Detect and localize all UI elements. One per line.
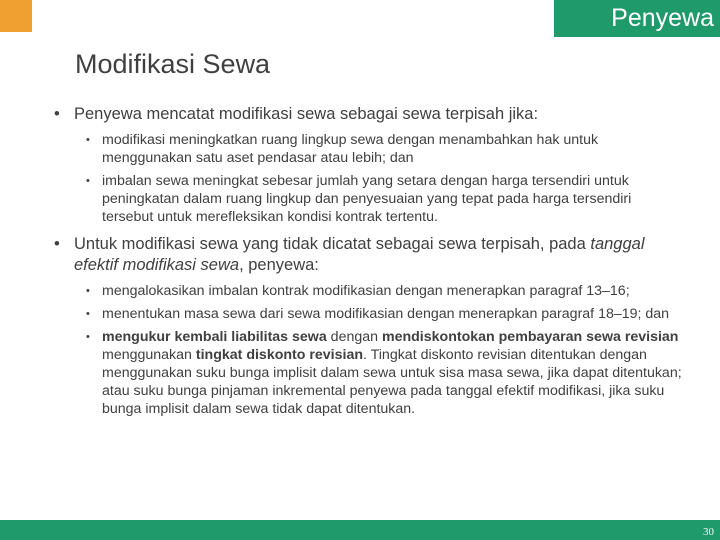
bullet-group-1 — [54, 104, 686, 226]
bullet-2-text-before: Untuk modifikasi sewa yang tidak dicatat sebagai sewa terpisah, pada — [74, 235, 591, 253]
bullet-2-text-after: , penyewa: — [239, 256, 319, 274]
sub-bullet-1-1-text: modifikasi meningkatkan ruang lingkup sewa dengan menambahkan hak untuk menggunakan satu aset pendasar atau lebih; dan — [102, 132, 599, 166]
footer-bar — [0, 520, 720, 540]
bullet-dot-icon: • — [54, 235, 60, 253]
bullet-dot-icon: • — [86, 308, 90, 320]
bullet-dot-icon: • — [86, 134, 90, 146]
sub-bullet-2-2 — [54, 305, 686, 323]
sub-bullet-2-3-text-1: dengan — [326, 329, 382, 345]
sub-bullet-2-3 — [54, 328, 686, 418]
sub-bullet-1-1 — [54, 131, 686, 167]
bullet-group-2 — [54, 234, 686, 418]
bullet-1 — [54, 104, 686, 125]
sub-bullet-2-3-bold-2: mendiskontokan pembayaran sewa revisian — [381, 329, 679, 345]
bullet-dot-icon: • — [86, 175, 90, 187]
sub-bullet-2-3-text-2: menggunakan — [102, 347, 196, 363]
bullet-2-text-italic: tanggal efektif modifikasi sewa — [74, 235, 645, 274]
bullet-dot-icon: • — [86, 285, 90, 297]
bullet-2 — [54, 234, 686, 276]
bullet-1-sublist — [54, 131, 686, 226]
bullet-dot-icon: • — [86, 331, 90, 343]
sub-bullet-1-2-text: imbalan sewa meningkat sebesar jumlah yang setara dengan harga tersendiri untuk peningkatan dalam ruang lingkup dan penyesuaian yang tepat pada harga tersendiri tersebut untuk merefleksikan kondisi kontrak tertentu. — [102, 173, 632, 225]
corner-accent — [0, 0, 32, 32]
sub-bullet-1-2 — [54, 172, 686, 226]
page-number: 30 — [703, 526, 714, 538]
bullet-2-sublist — [54, 282, 686, 418]
section-badge — [554, 0, 720, 37]
slide-content — [54, 104, 686, 426]
slide-title: Modifikasi Sewa — [75, 49, 271, 79]
section-label: Penyewa — [611, 4, 714, 32]
sub-bullet-2-3-text-3: . Tingkat diskonto revisian ditentukan dengan menggunakan suku bunga implisit dalam sewa untuk sisa masa sewa, jika dapat ditentukan; atau suku bunga pinjaman inkremental penyewa pada tanggal efektif modifikasi, jika suku bunga implisit dalam sewa tidak dapat ditentukan. — [102, 347, 682, 417]
bullet-1-text: Penyewa mencatat modifikasi sewa sebagai sewa terpisah jika: — [74, 105, 539, 123]
sub-bullet-2-1 — [54, 282, 686, 300]
bullet-dot-icon: • — [54, 105, 60, 123]
sub-bullet-2-3-bold-3: tingkat diskonto revisian — [195, 347, 364, 363]
sub-bullet-2-3-bold-1: mengukur kembali liabilitas sewa — [102, 329, 327, 345]
sub-bullet-2-1-text: mengalokasikan imbalan kontrak modifikasian dengan menerapkan paragraf 13–16; — [102, 283, 630, 299]
sub-bullet-2-2-text: menentukan masa sewa dari sewa modifikasian dengan menerapkan paragraf 18–19; dan — [102, 306, 670, 322]
